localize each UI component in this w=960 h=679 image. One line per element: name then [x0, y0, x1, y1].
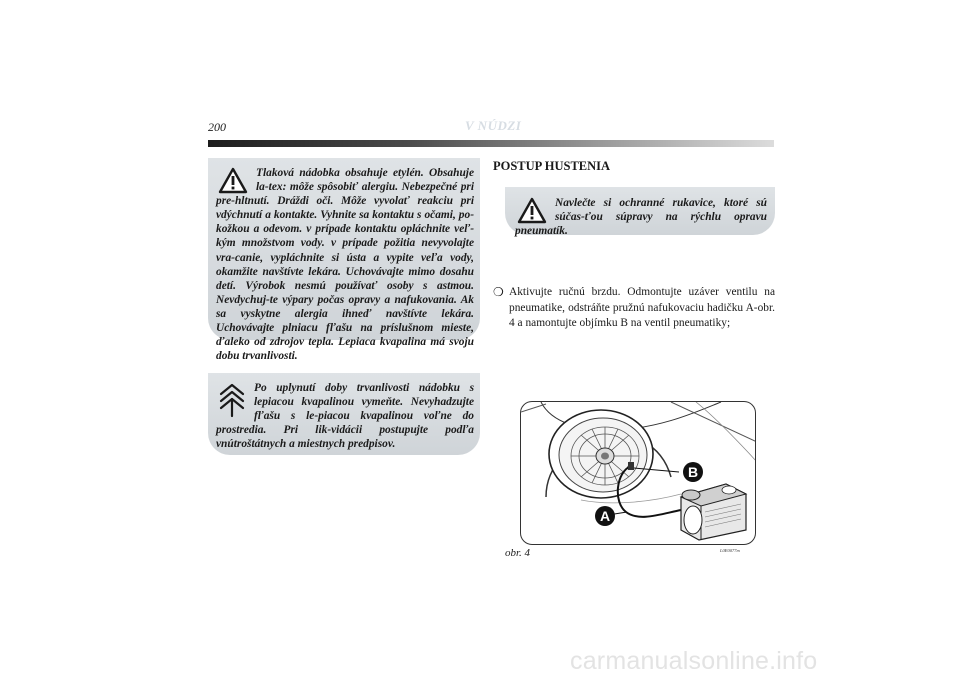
figure-code: L0E0077m: [720, 548, 740, 553]
warning-text: Tlaková nádobka obsahuje etylén. Obsahuje la-tex: môže spôsobiť alergiu. Nebezpečné pri pre-hltnutí. Dráždi oči. Môže vyvolať reakciu pri vdýchnutí a kontakte. Vyhnite sa kontaktu s očami, po-kožkou a odevom. v prípade kontaktu opláchnite veľ-kým množstvom vody. v prípade požitia nevyvolajte vra-canie, vypláchnite si ústa a vypite veľa vody, okamžite navštívte lekára. Uchovávajte mimo dosahu detí. Výrobok nesmú používať osoby s astmou. Nevdychuj-te výpary počas opravy a nafukovania. Ak sa vyskytne alergia ihneď navštívte lekára. Uchovávajte plniacu fľašu na príslušnom mieste, ďaleko od zdrojov tepla. Lepiaca kvapalina má svoju dobu trvanlivosti.: [216, 167, 474, 363]
compressor: [681, 484, 746, 540]
environment-note-box: [208, 373, 480, 455]
gloves-warning-text: Navlečte si ochranné rukavice, ktoré sú súčas-ťou súpravy na rýchlu opravu pneumatík.: [515, 197, 767, 238]
bullet-circle-icon: ❍: [493, 285, 504, 299]
warning-triangle-icon: [218, 167, 248, 194]
watermark: carmanualsonline.info: [570, 647, 818, 675]
figure-tire-inflation: [520, 401, 756, 545]
warning-box-ethylene: [208, 158, 480, 363]
label-b: B: [687, 464, 699, 480]
environment-icon: [218, 382, 246, 418]
procedure-step-text: Aktivujte ručnú brzdu. Odmontujte uzáver ventilu na pneumatike, odstráňte pružnú nafukovaciu hadičku A-obr. 4 a namontujte objímku B na ventil pneumatiky;: [509, 286, 775, 329]
warning-box-gloves: [505, 187, 775, 238]
label-a: A: [599, 508, 611, 524]
header-rule: [208, 140, 774, 147]
page-number: 200: [208, 120, 226, 134]
environment-text: Po uplynutí doby trvanlivosti nádobku s lepiacou kvapalinou vymeňte. Nevyhadzujte fľašu s le-piacou kvapalinou voľne do prostredia. Pri lik-vidácii postupujte podľa vnútroštátnych a miestnych predpisov.: [216, 382, 474, 451]
procedure-heading: POSTUP HUSTENIA: [493, 159, 611, 173]
figure-caption: obr. 4: [505, 547, 531, 559]
warning-triangle-icon: [517, 197, 547, 224]
section-title: V NÚDZI: [465, 118, 522, 133]
procedure-step: [493, 285, 775, 332]
tire-inflation-illustration: [521, 402, 756, 545]
